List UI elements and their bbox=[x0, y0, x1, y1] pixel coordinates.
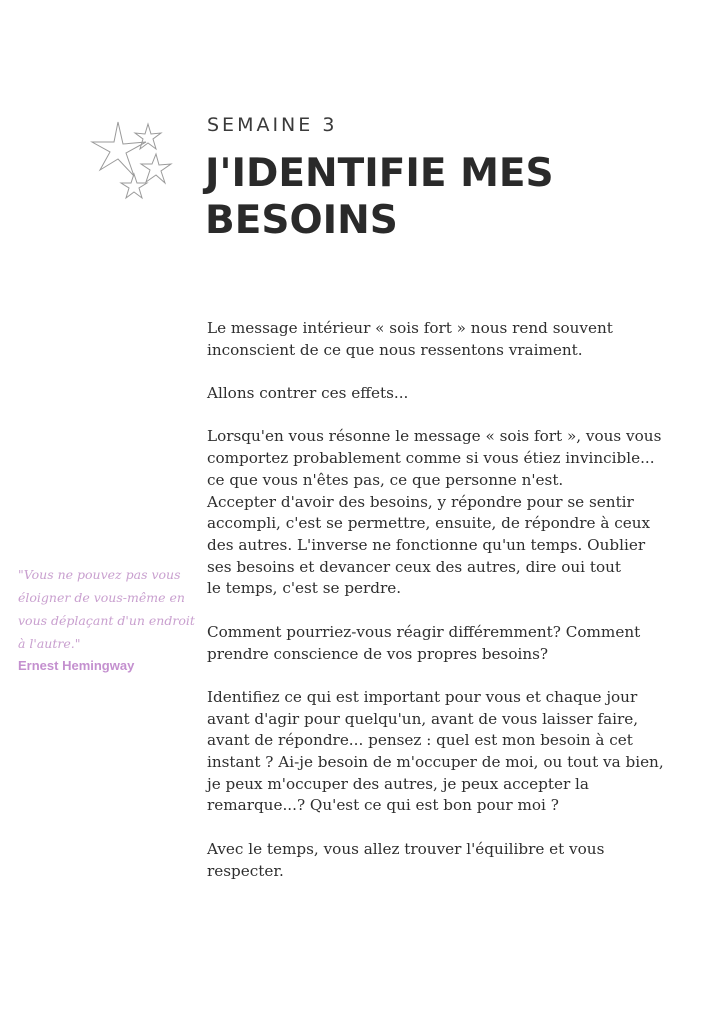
text-line: comportez probablement comme si vous étiez invincible... bbox=[207, 449, 655, 468]
text-line: Comment pourriez-vous réagir différemment? Comment bbox=[207, 622, 641, 641]
quote-author: Ernest Hemingway bbox=[18, 658, 135, 673]
paragraph-question bbox=[207, 622, 687, 665]
stars-icon bbox=[90, 118, 174, 204]
text-line: ses besoins et devancer ceux des autres, dire oui tout bbox=[207, 557, 621, 576]
body-text bbox=[207, 318, 687, 904]
quote-line: éloigner de vous-même en bbox=[18, 590, 185, 605]
text-line: inconscient de ce que nous ressentons vraiment. bbox=[207, 340, 583, 359]
text-line: Lorsqu'en vous résonne le message « sois fort », vous vous bbox=[207, 427, 662, 446]
week-label: SEMAINE 3 bbox=[207, 114, 338, 136]
quote-block bbox=[18, 563, 198, 673]
paragraph-conclusion bbox=[207, 839, 687, 882]
quote-line: à l'autre." bbox=[18, 636, 81, 651]
quote-line: "Vous ne pouvez pas vous bbox=[18, 567, 181, 582]
text-line: Le message intérieur « sois fort » nous rend souvent bbox=[207, 319, 613, 337]
paragraph-counter bbox=[207, 383, 687, 405]
text-line: je peux m'occuper des autres, je peux accepter la bbox=[207, 774, 589, 793]
text-line: Accepter d'avoir des besoins, y répondre pour se sentir bbox=[207, 492, 634, 511]
text-line: avant d'agir pour quelqu'un, avant de vous laisser faire, bbox=[207, 709, 639, 728]
quote-text bbox=[18, 563, 198, 655]
paragraph-intro bbox=[207, 318, 687, 361]
title-line: BESOINS bbox=[205, 198, 398, 243]
text-line: respecter. bbox=[207, 861, 284, 880]
text-line: Allons contrer ces effets... bbox=[207, 384, 409, 403]
text-line: avant de répondre... pensez : quel est mon besoin à cet bbox=[207, 731, 633, 750]
text-line: accompli, c'est se permettre, ensuite, de répondre à ceux bbox=[207, 514, 651, 533]
text-line: Identifiez ce qui est important pour vous et chaque jour bbox=[207, 687, 638, 706]
text-line: le temps, c'est se perdre. bbox=[207, 579, 402, 598]
text-line: Avec le temps, vous allez trouver l'équilibre et vous bbox=[207, 839, 605, 858]
text-line: instant ? Ai-je besoin de m'occuper de moi, ou tout va bien, bbox=[207, 753, 664, 771]
paragraph-advice bbox=[207, 687, 687, 817]
text-line: remarque...? Qu'est ce qui est bon pour moi ? bbox=[207, 796, 559, 815]
page-title bbox=[205, 150, 705, 244]
text-line: prendre conscience de vos propres besoins? bbox=[207, 644, 549, 663]
paragraph-message bbox=[207, 426, 687, 600]
text-line: des autres. L'inverse ne fonctionne qu'un temps. Oublier bbox=[207, 536, 646, 554]
quote-line: vous déplaçant d'un endroit bbox=[18, 613, 195, 628]
title-line: J'IDENTIFIE MES bbox=[205, 151, 554, 196]
text-line: ce que vous n'êtes pas, ce que personne n'est. bbox=[207, 470, 564, 489]
